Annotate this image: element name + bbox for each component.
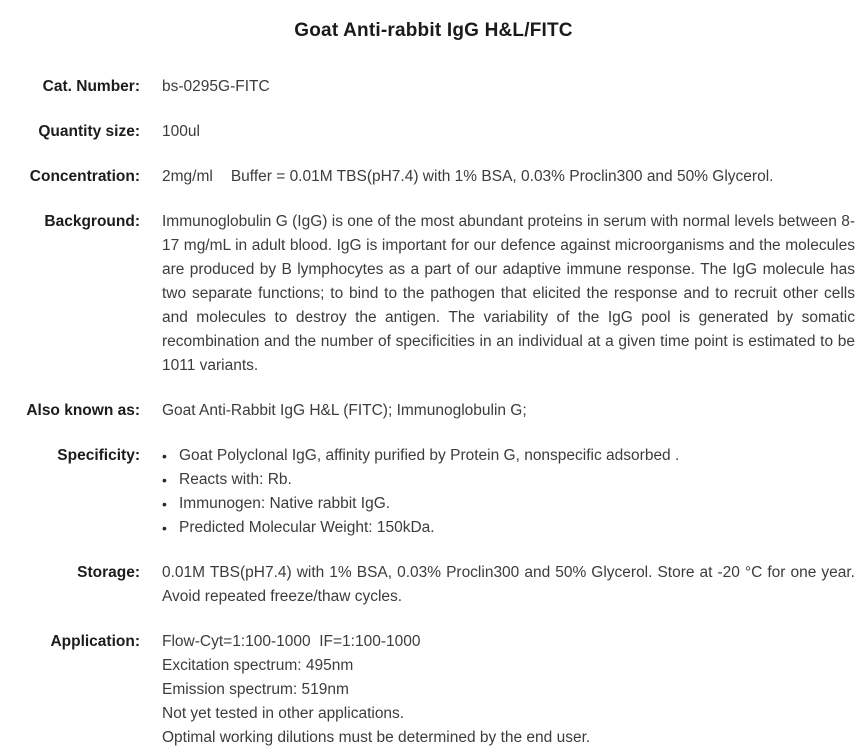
- quantity-size-value: 100ul: [162, 123, 200, 140]
- bullet-icon: •: [162, 520, 167, 536]
- specificity-bullet-text: Reacts with: Rb.: [179, 471, 292, 488]
- cat-number-value: bs-0295G-FITC: [162, 78, 270, 95]
- storage-value: 0.01M TBS(pH7.4) with 1% BSA, 0.03% Proclin300 and 50% Glycerol. Store at -20 °C for one year. Avoid repeated freeze/thaw cycles.: [162, 564, 855, 605]
- also-known-as-value: Goat Anti-Rabbit IgG H&L (FITC); Immunoglobulin G;: [162, 402, 527, 419]
- specificity-bullet-text: Immunogen: Native rabbit IgG.: [179, 495, 391, 512]
- specificity-value: [162, 444, 855, 540]
- page-title: Goat Anti-rabbit IgG H&L/FITC: [294, 20, 573, 41]
- application-line-emission: Emission spectrum: 519nm: [162, 681, 349, 698]
- application-line-optimal-dilutions: Optimal working dilutions must be determined by the end user.: [162, 729, 591, 746]
- field-row-also-known-as: [0, 399, 867, 423]
- application-value: [162, 630, 855, 750]
- concentration-amount: 2mg/ml: [162, 168, 213, 185]
- field-row-specificity: [0, 444, 867, 540]
- application-line-not-tested: Not yet tested in other applications.: [162, 705, 405, 722]
- bullet-icon: •: [162, 496, 167, 512]
- concentration-buffer: Buffer = 0.01M TBS(pH7.4) with 1% BSA, 0.03% Proclin300 and 50% Glycerol.: [230, 168, 774, 185]
- cat-number-label: Cat. Number:: [42, 78, 140, 95]
- field-row-cat-number: [0, 75, 867, 99]
- also-known-as-label: Also known as:: [26, 402, 140, 419]
- quantity-size-label: Quantity size:: [38, 123, 140, 140]
- field-row-quantity-size: [0, 120, 867, 144]
- specificity-bullet-text: Goat Polyclonal IgG, affinity purified by Protein G, nonspecific adsorbed .: [179, 447, 680, 464]
- concentration-value: [162, 165, 855, 189]
- field-row-background: [0, 210, 867, 378]
- application-line-dilutions: Flow-Cyt=1:100-1000 IF=1:100-1000: [162, 633, 421, 650]
- bullet-icon: •: [162, 448, 167, 464]
- list-item: [162, 444, 855, 468]
- background-label: Background:: [44, 213, 140, 230]
- application-line-excitation: Excitation spectrum: 495nm: [162, 657, 354, 674]
- specificity-bullet-list: [162, 444, 855, 540]
- bullet-icon: •: [162, 472, 167, 488]
- list-item: [162, 516, 855, 540]
- concentration-label: Concentration:: [29, 168, 140, 185]
- application-label: Application:: [50, 633, 140, 650]
- field-row-application: [0, 630, 867, 750]
- background-value: Immunoglobulin G (IgG) is one of the most abundant proteins in serum with normal levels between 8-17 mg/mL in adult blood. IgG is important for our defence against microorganisms and the molecules are produced by B lymphocytes as a part of our adaptive immune response. The IgG molecule has two separate functions; to bind to the pathogen that elicited the response and to recruit other cells and molecules to destroy the antigen. The variability of the IgG pool is generated by somatic recombination and the number of specificities in an individual at a given time point is estimated to be 1011 variants.: [162, 213, 855, 374]
- storage-label: Storage:: [77, 564, 140, 581]
- list-item: [162, 492, 855, 516]
- field-row-concentration: [0, 165, 867, 189]
- specificity-label: Specificity:: [57, 447, 140, 464]
- field-row-storage: [0, 561, 867, 609]
- specificity-bullet-text: Predicted Molecular Weight: 150kDa.: [179, 519, 435, 536]
- list-item: [162, 468, 855, 492]
